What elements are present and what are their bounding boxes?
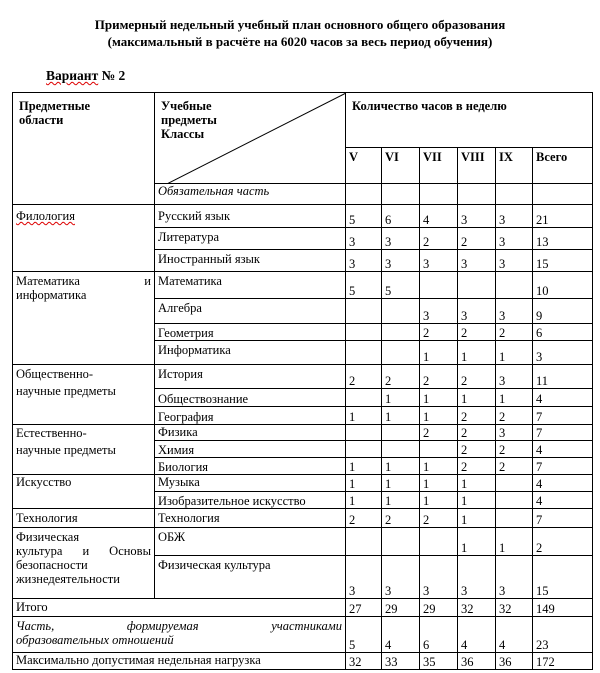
hours-cell xyxy=(346,425,382,441)
subject-name: Биология xyxy=(155,458,346,475)
hours-cell: 10 xyxy=(533,272,593,299)
doc-title-line2: (максимальный в расчёте на 6020 часов за весь период обучения) xyxy=(107,34,493,49)
hours-cell xyxy=(382,441,420,458)
hours-cell: 3 xyxy=(420,556,458,599)
hours-cell: 6 xyxy=(382,205,420,228)
hours-cell xyxy=(496,509,533,528)
hours-cell: 7 xyxy=(533,458,593,475)
hours-cell: 2 xyxy=(496,458,533,475)
hours-cell: 1 xyxy=(420,492,458,509)
hours-cell: 3 xyxy=(458,250,496,272)
hours-cell: 5 xyxy=(346,617,382,653)
hours-cell xyxy=(382,324,420,341)
hours-cell: 29 xyxy=(420,599,458,617)
hours-cell xyxy=(496,272,533,299)
totals-row xyxy=(13,653,593,670)
hours-cell: 3 xyxy=(496,556,533,599)
subject-name: Изобразительное искусство xyxy=(155,492,346,509)
hours-cell: 2 xyxy=(420,425,458,441)
hours-cell: 2 xyxy=(420,509,458,528)
hours-cell: 2 xyxy=(458,407,496,425)
hours-cell: 1 xyxy=(496,341,533,365)
hours-cell: 21 xyxy=(533,205,593,228)
hours-cell: 1 xyxy=(382,458,420,475)
subject-name: Обществознание xyxy=(155,389,346,407)
hours-cell: 1 xyxy=(420,341,458,365)
grade-vi: VI xyxy=(382,148,420,184)
hours-cell xyxy=(346,528,382,556)
hours-cell: 36 xyxy=(496,653,533,670)
hours-cell: 2 xyxy=(420,228,458,250)
subject-name: История xyxy=(155,365,346,389)
hours-cell: 6 xyxy=(533,324,593,341)
hours-cell: 2 xyxy=(382,365,420,389)
hours-cell: 3 xyxy=(420,250,458,272)
hours-cell: 3 xyxy=(496,299,533,324)
hours-cell: 3 xyxy=(496,228,533,250)
hours-cell xyxy=(346,441,382,458)
hours-cell: 4 xyxy=(458,617,496,653)
header-diagonal-line xyxy=(155,93,346,184)
curriculum-table xyxy=(12,92,593,670)
hours-cell: 7 xyxy=(533,425,593,441)
hours-cell: 3 xyxy=(420,299,458,324)
hours-cell: 3 xyxy=(346,556,382,599)
subject-name: Алгебра xyxy=(155,299,346,324)
hours-cell: 5 xyxy=(346,272,382,299)
variant-word: Вариант xyxy=(46,68,99,83)
subject-name: Информатика xyxy=(155,341,346,365)
table-row xyxy=(13,425,593,441)
table-row xyxy=(13,365,593,389)
doc-title-line1: Примерный недельный учебный план основного общего образования xyxy=(94,17,506,32)
hours-cell: 4 xyxy=(533,492,593,509)
hours-cell: 4 xyxy=(533,441,593,458)
hours-cell: 4 xyxy=(533,475,593,492)
hours-cell: 2 xyxy=(458,441,496,458)
hours-cell: 7 xyxy=(533,509,593,528)
hours-cell: 1 xyxy=(382,389,420,407)
hours-cell: 4 xyxy=(420,205,458,228)
hours-cell: 2 xyxy=(458,458,496,475)
hours-cell: 1 xyxy=(346,458,382,475)
hours-cell xyxy=(458,272,496,299)
hours-cell: 2 xyxy=(458,425,496,441)
hours-cell: 2 xyxy=(420,365,458,389)
hours-cell: 13 xyxy=(533,228,593,250)
hours-cell: 36 xyxy=(458,653,496,670)
hours-cell: 4 xyxy=(533,389,593,407)
subject-name: Физическая культура xyxy=(155,556,346,599)
hours-cell: 2 xyxy=(533,528,593,556)
hours-cell: 1 xyxy=(382,407,420,425)
hours-cell: 5 xyxy=(382,272,420,299)
hours-cell: 5 xyxy=(346,205,382,228)
hours-cell: 1 xyxy=(458,341,496,365)
hours-cell: 3 xyxy=(346,250,382,272)
area-tech: Технология xyxy=(13,509,155,528)
hours-cell: 3 xyxy=(496,425,533,441)
area-art: Искусство xyxy=(13,475,155,509)
hours-cell: 2 xyxy=(458,228,496,250)
subject-name: Литература xyxy=(155,228,346,250)
hours-cell: 1 xyxy=(458,509,496,528)
hours-cell: 1 xyxy=(346,475,382,492)
variant-number: № 2 xyxy=(101,68,126,83)
hours-cell xyxy=(496,492,533,509)
hours-cell: 3 xyxy=(496,250,533,272)
hours-cell: 1 xyxy=(346,492,382,509)
hours-cell: 1 xyxy=(382,475,420,492)
hours-cell xyxy=(382,341,420,365)
hours-cell: 1 xyxy=(420,458,458,475)
hours-cell: 3 xyxy=(382,250,420,272)
hours-cell xyxy=(420,272,458,299)
hours-cell: 3 xyxy=(533,341,593,365)
hours-cell xyxy=(496,475,533,492)
grade-viii: VIII xyxy=(458,148,496,184)
table-row xyxy=(13,509,593,528)
hours-cell xyxy=(346,341,382,365)
mandatory-part-label: Обязательная часть xyxy=(155,184,346,205)
hours-cell: 2 xyxy=(496,407,533,425)
subject-name: Музыка xyxy=(155,475,346,492)
subject-name: География xyxy=(155,407,346,425)
hours-cell: 2 xyxy=(496,324,533,341)
hours-cell: 32 xyxy=(496,599,533,617)
header-hours: Количество часов в неделю xyxy=(346,93,593,148)
hours-cell: 3 xyxy=(458,556,496,599)
subject-name: Технология xyxy=(155,509,346,528)
hours-cell: 2 xyxy=(496,441,533,458)
subject-name: Физика xyxy=(155,425,346,441)
hours-cell: 2 xyxy=(382,509,420,528)
table-row xyxy=(13,528,593,556)
area-social: Общественно- научные предметы xyxy=(13,365,155,425)
hours-cell: 15 xyxy=(533,250,593,272)
hours-cell xyxy=(382,528,420,556)
hours-cell: 2 xyxy=(346,365,382,389)
hours-cell: 7 xyxy=(533,407,593,425)
hours-cell: 1 xyxy=(496,389,533,407)
hours-cell: 1 xyxy=(420,389,458,407)
hours-cell: 2 xyxy=(346,509,382,528)
hours-cell: 4 xyxy=(496,617,533,653)
subject-name: Геометрия xyxy=(155,324,346,341)
variant-label xyxy=(46,68,125,84)
subject-name: Максимально допустимая недельная нагрузка xyxy=(13,653,346,670)
grade-ix: IX xyxy=(496,148,533,184)
grade-total: Всего xyxy=(533,148,593,184)
hours-cell: 1 xyxy=(420,407,458,425)
hours-cell xyxy=(420,528,458,556)
subject-name: ОБЖ xyxy=(155,528,346,556)
grade-v: V xyxy=(346,148,382,184)
subject-name: Химия xyxy=(155,441,346,458)
subject-name: Итого xyxy=(13,599,346,617)
hours-cell: 3 xyxy=(458,299,496,324)
hours-cell: 1 xyxy=(458,492,496,509)
hours-cell xyxy=(382,299,420,324)
hours-cell: 9 xyxy=(533,299,593,324)
hours-cell: 4 xyxy=(382,617,420,653)
totals-row xyxy=(13,599,593,617)
hours-cell: 1 xyxy=(346,407,382,425)
hours-cell: 1 xyxy=(420,475,458,492)
hours-cell xyxy=(420,441,458,458)
hours-cell: 6 xyxy=(420,617,458,653)
area-pe: Физическая культура и Основы безопасности жизнедеятельности xyxy=(13,528,155,599)
subject-name: Иностранный язык xyxy=(155,250,346,272)
hours-cell: 35 xyxy=(420,653,458,670)
hours-cell: 2 xyxy=(458,365,496,389)
area-science: Естественно- научные предметы xyxy=(13,425,155,475)
hours-cell: 32 xyxy=(346,653,382,670)
hours-cell: 2 xyxy=(420,324,458,341)
header-areas: Предметные области xyxy=(13,93,155,205)
area-math: Математика и информатика xyxy=(13,272,155,365)
hours-cell: 149 xyxy=(533,599,593,617)
table-row xyxy=(13,475,593,492)
hours-cell xyxy=(382,425,420,441)
hours-cell: 27 xyxy=(346,599,382,617)
hours-cell: 3 xyxy=(496,205,533,228)
hours-cell: 3 xyxy=(458,205,496,228)
hours-cell: 172 xyxy=(533,653,593,670)
table-row xyxy=(13,272,593,299)
hours-cell: 23 xyxy=(533,617,593,653)
hours-cell: 2 xyxy=(458,324,496,341)
hours-cell: 3 xyxy=(382,556,420,599)
hours-cell: 1 xyxy=(458,475,496,492)
hours-cell: 1 xyxy=(458,389,496,407)
hours-cell: 33 xyxy=(382,653,420,670)
hours-cell: 1 xyxy=(458,528,496,556)
subject-name: Русский язык xyxy=(155,205,346,228)
hours-cell: 29 xyxy=(382,599,420,617)
hours-cell: 3 xyxy=(346,228,382,250)
table-row xyxy=(13,205,593,228)
subject-name: Математика xyxy=(155,272,346,299)
hours-cell: 3 xyxy=(496,365,533,389)
hours-cell xyxy=(346,389,382,407)
totals-row: Часть, формируемая участниками образовательных отношений 5 4 6 4 4 23 xyxy=(13,617,593,653)
hours-cell: 32 xyxy=(458,599,496,617)
hours-cell xyxy=(346,299,382,324)
hours-cell: 11 xyxy=(533,365,593,389)
hours-cell xyxy=(346,324,382,341)
area-philology: Филология xyxy=(13,205,155,272)
hours-cell: 1 xyxy=(496,528,533,556)
grade-vii: VII xyxy=(420,148,458,184)
hours-cell: 15 xyxy=(533,556,593,599)
hours-cell: 1 xyxy=(382,492,420,509)
header-subjects: Учебные предметы Классы xyxy=(155,93,346,184)
hours-cell: 3 xyxy=(382,228,420,250)
